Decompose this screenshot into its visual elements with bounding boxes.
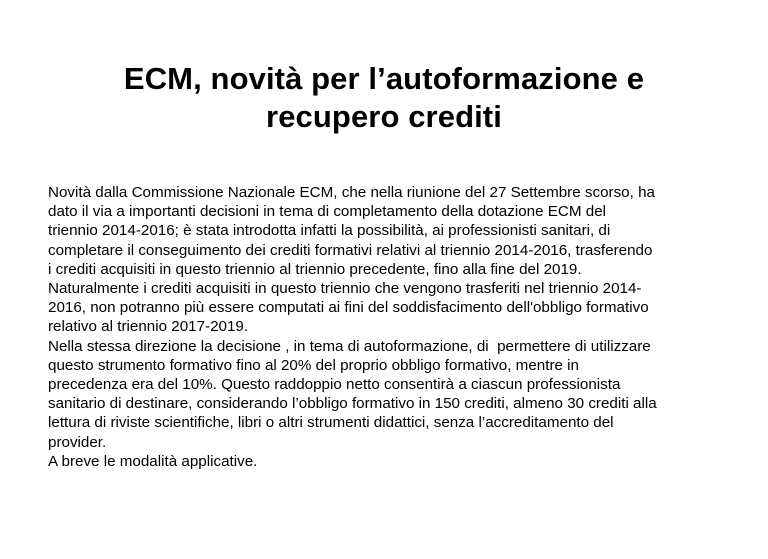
body-line: triennio 2014-2016; è stata introdotta infatti la possibilità, ai professionisti sanitari, di [48, 222, 611, 240]
body-line: 2016, non potranno più essere computati ai fini del soddisfacimento dell'obbligo formativo [48, 299, 649, 317]
body-line: Novità dalla Commissione Nazionale ECM, che nella riunione del 27 Settembre scorso, ha [48, 184, 655, 201]
slide-body [48, 183, 738, 471]
title-line: ECM, novità per l’autoformazione e [123, 61, 645, 96]
body-line: Nella stessa direzione la decisione , in tema di autoformazione, di permettere di utilizzare [48, 337, 651, 355]
body-line: A breve le modalità applicative. [48, 452, 258, 470]
slide-title [60, 60, 708, 136]
body-line: Naturalmente i crediti acquisiti in questo triennio che vengono trasferiti nel triennio 2014- [48, 280, 642, 298]
body-line: questo strumento formativo fino al 20% del proprio obbligo formativo, mentre in [48, 356, 579, 374]
body-line: provider. [48, 433, 107, 451]
body-line: relativo al triennio 2017-2019. [48, 318, 249, 336]
body-line: lettura di riviste scientifiche, libri o altri strumenti didattici, senza l’accreditamento del [48, 414, 614, 432]
body-line: precedenza era del 10%. Questo raddoppio netto consentirà a ciascun professionista [48, 376, 621, 394]
body-line: completare il conseguimento dei crediti formativi relativi al triennio 2014-2016, trasferendo [48, 241, 653, 259]
body-line: i crediti acquisiti in questo triennio al triennio precedente, fino alla fine del 2019. [48, 260, 582, 278]
body-line: dato il via a importanti decisioni in tema di completamento della dotazione ECM del [48, 203, 607, 221]
title-line: recupero crediti [266, 99, 502, 134]
body-line: sanitario di destinare, considerando l’obbligo formativo in 150 crediti, almeno 30 crediti alla [48, 395, 657, 413]
